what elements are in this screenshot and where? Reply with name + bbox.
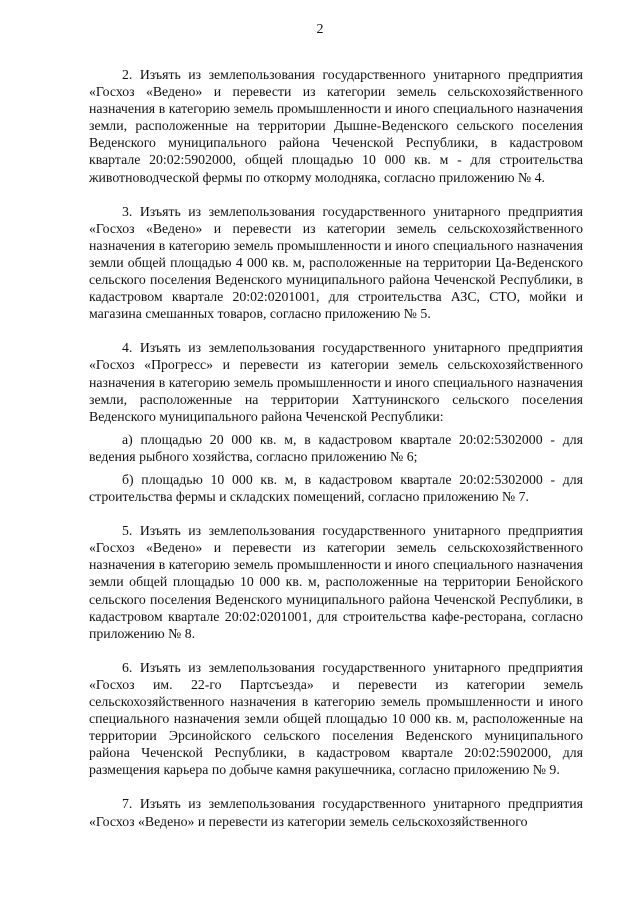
- paragraph-item-6: 6. Изъять из землепользования государственного унитарного предприятия «Госхоз им. 22-го Партсъезда» и перевести из категории земель сельскохозяйственного назначения в категорию земель промышленности и иного специального назначения земли общей площадью 10 000 кв. м, расположенные на территории Эрсинойского сельского поселения Веденского муниципального района Чеченской Республики, в кадастровом квартале 20:02:5902000, для размещения карьера по добыче камня ракушечника, согласно приложению № 9.: [89, 659, 583, 778]
- paragraph-item-4-subitem-a: а) площадью 20 000 кв. м, в кадастровом квартале 20:02:5302000 - для ведения рыбного хозяйства, согласно приложению № 6;: [89, 431, 583, 464]
- paragraph-item-2: 2. Изъять из землепользования государственного унитарного предприятия «Госхоз «Ведено» и перевести из категории земель сельскохозяйственного назначения в категорию земель промышленности и иного специального назначения земли, расположенные на территории Дышне-Веденского сельского поселения Веденского муниципального района Чеченской Республики, в кадастровом квартале 20:02:5902000, общей площадью 10 000 кв. м - для строительства животноводческой фермы по откорму молодняка, согласно приложению № 4.: [89, 67, 583, 185]
- page-number: 2: [316, 22, 324, 37]
- paragraph-item-4-subitem-b: б) площадью 10 000 кв. м, в кадастровом квартале 20:02:5302000 - для строительства фермы и складских помещений, согласно приложению № 7.: [89, 471, 583, 505]
- paragraph-item-3: 3. Изъять из землепользования государственного унитарного предприятия «Госхоз «Ведено» и перевести из категории земель сельскохозяйственного назначения в категорию земель промышленности и иного специального назначения земли общей площадью 4 000 кв. м, расположенные на территории Ца-Веденского сельского поселения Веденского муниципального района Чеченской Республики, в кадастровом квартале 20:02:0201001, для строительства АЗС, СТО, мойки и магазина смешанных товаров, согласно приложению № 5.: [89, 203, 583, 322]
- paragraph-item-7: 7. Изъять из землепользования государственного унитарного предприятия «Госхоз «Ведено» и перевести из категории земель сельскохозяйственного: [89, 796, 583, 829]
- paragraph-item-5: 5. Изъять из землепользования государственного унитарного предприятия «Госхоз «Ведено» и перевести из категории земель сельскохозяйственного назначения в категорию земель промышленности и иного специального назначения земли общей площадью 10 000 кв. м, расположенные на территории Бенойского сельского поселения Веденского муниципального района Чеченской Республики, в кадастровом квартале 20:02:0201001, для строительства кафе-ресторана, согласно приложению № 8.: [89, 523, 583, 641]
- paragraph-item-4: 4. Изъять из землепользования государственного унитарного предприятия «Госхоз «Прогресс» и перевести из категории земель сельскохозяйственного назначения в категорию земель промышленности и иного специального назначения земли, расположенные на территории Хаттунинского сельского поселения Веденского муниципального района Чеченской Республики:: [89, 340, 583, 424]
- document-body: [89, 66, 583, 830]
